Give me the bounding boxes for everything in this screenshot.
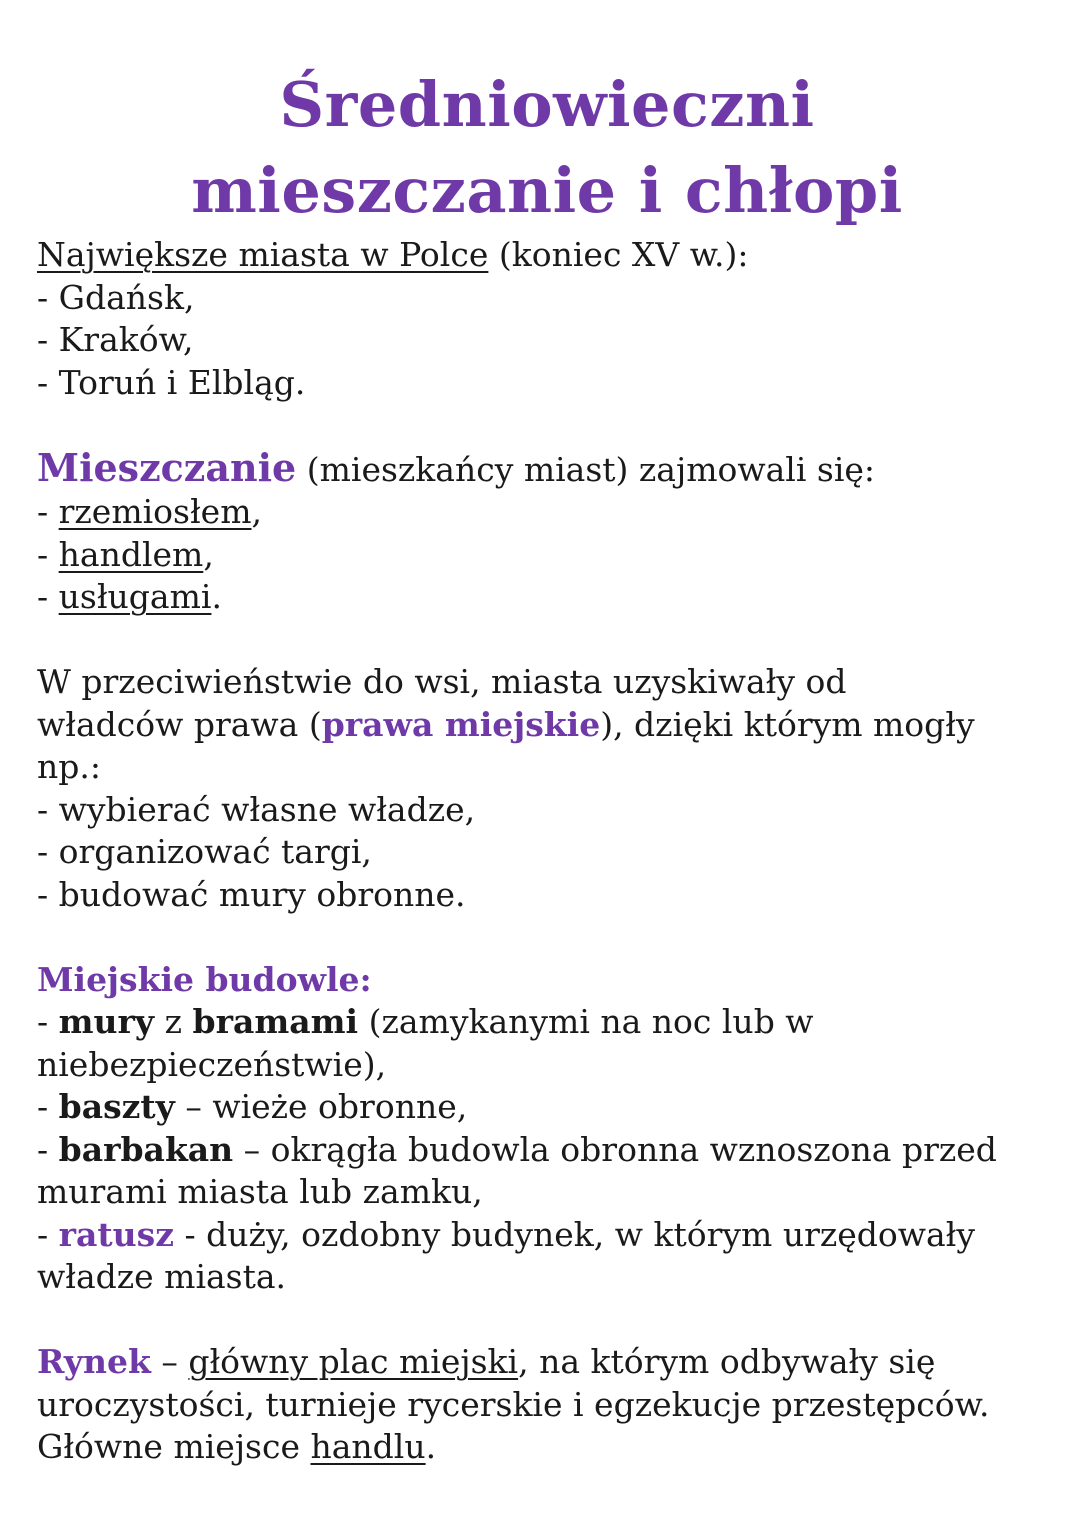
cities-heading-line xyxy=(37,234,1057,277)
building-text: – okrągła budowla obronna wznoszona przed xyxy=(233,1129,997,1169)
barbican-term: barbakan xyxy=(58,1129,234,1169)
building-text: (zamykanymi na noc lub w xyxy=(358,1002,814,1041)
rights-term: prawa miejskie xyxy=(321,704,601,744)
gates-term: bramami xyxy=(192,1002,359,1041)
title-line-1: Średniowieczni xyxy=(279,68,815,141)
occupation-item xyxy=(37,491,1057,534)
city-item: - Toruń i Elbląg. xyxy=(37,362,306,402)
note-page xyxy=(37,62,1057,1469)
rights-line-2 xyxy=(37,704,1057,747)
market-text: Główne miejsce xyxy=(37,1427,311,1466)
market-line-2: uroczystości, turnieje rycerskie i egzekucje przestępców. xyxy=(37,1384,990,1424)
townhall-term: ratusz xyxy=(58,1214,174,1254)
list-dash: - xyxy=(37,1214,59,1254)
list-tail: . xyxy=(211,577,222,616)
cities-heading: Największe miasta w Polce xyxy=(37,235,489,274)
market-text: , na którym odbywały się xyxy=(518,1342,936,1381)
building-item-towers xyxy=(37,1086,1057,1129)
rights-text: ), dzięki którym mogły xyxy=(600,704,975,744)
building-item-walls xyxy=(37,1001,1057,1044)
rights-item: - wybierać własne władze, xyxy=(37,789,476,829)
market-trade: handlu xyxy=(310,1427,426,1466)
rights-line-3: np.: xyxy=(37,747,101,786)
rights-text: władców prawa ( xyxy=(37,704,322,744)
cities-heading-suffix: (koniec XV w.): xyxy=(488,235,749,274)
rights-item: - organizować targi, xyxy=(37,832,372,871)
occupation-word: handlem xyxy=(58,534,204,574)
towers-term: baszty xyxy=(58,1087,175,1126)
list-dash: - xyxy=(37,1002,59,1041)
burghers-term: Mieszczanie xyxy=(37,444,297,490)
occupation-item xyxy=(37,576,1057,619)
list-dash: - xyxy=(37,1129,59,1169)
market-line-3 xyxy=(37,1426,1057,1469)
list-dash: - xyxy=(37,577,59,616)
burghers-heading-line xyxy=(37,444,1057,492)
building-text: – wieże obronne, xyxy=(174,1087,468,1126)
list-tail: , xyxy=(251,492,263,531)
title-line-2: mieszczanie i chłopi xyxy=(191,154,903,227)
occupation-word: rzemiosłem xyxy=(58,492,252,531)
occupation-word: usługami xyxy=(58,577,212,616)
market-term: Rynek xyxy=(37,1342,151,1381)
building-item-barbican-cont: murami miasta lub zamku, xyxy=(37,1172,483,1211)
rights-line-1: W przeciwieństwie do wsi, miasta uzyskiwały od xyxy=(37,662,847,701)
page-title xyxy=(37,62,1057,234)
note-body xyxy=(37,234,1057,1469)
buildings-heading: Miejskie budowle: xyxy=(37,959,372,999)
occupation-item xyxy=(37,534,1057,577)
list-dash: - xyxy=(37,534,59,574)
building-text: z xyxy=(154,1002,193,1041)
rights-item: - budować mury obronne. xyxy=(37,874,466,914)
city-item: - Kraków, xyxy=(37,320,194,359)
building-item-townhall xyxy=(37,1214,1057,1257)
market-text: – xyxy=(150,1342,189,1381)
burghers-intro: (mieszkańcy miast) zajmowali się: xyxy=(296,449,876,489)
market-text: . xyxy=(425,1427,437,1466)
city-item: - Gdańsk, xyxy=(37,277,195,317)
walls-term: mury xyxy=(58,1002,155,1041)
list-dash: - xyxy=(37,492,59,531)
list-tail: , xyxy=(203,534,214,574)
market-line-1 xyxy=(37,1341,1057,1384)
building-item-walls-cont: niebezpieczeństwie), xyxy=(37,1044,387,1084)
building-item-townhall-cont: władze miasta. xyxy=(37,1257,287,1296)
market-definition: główny plac miejski xyxy=(188,1342,519,1381)
list-dash: - xyxy=(37,1087,59,1126)
building-text: - duży, ozdobny budynek, w którym urzędowały xyxy=(173,1214,976,1254)
building-item-barbican xyxy=(37,1129,1057,1172)
